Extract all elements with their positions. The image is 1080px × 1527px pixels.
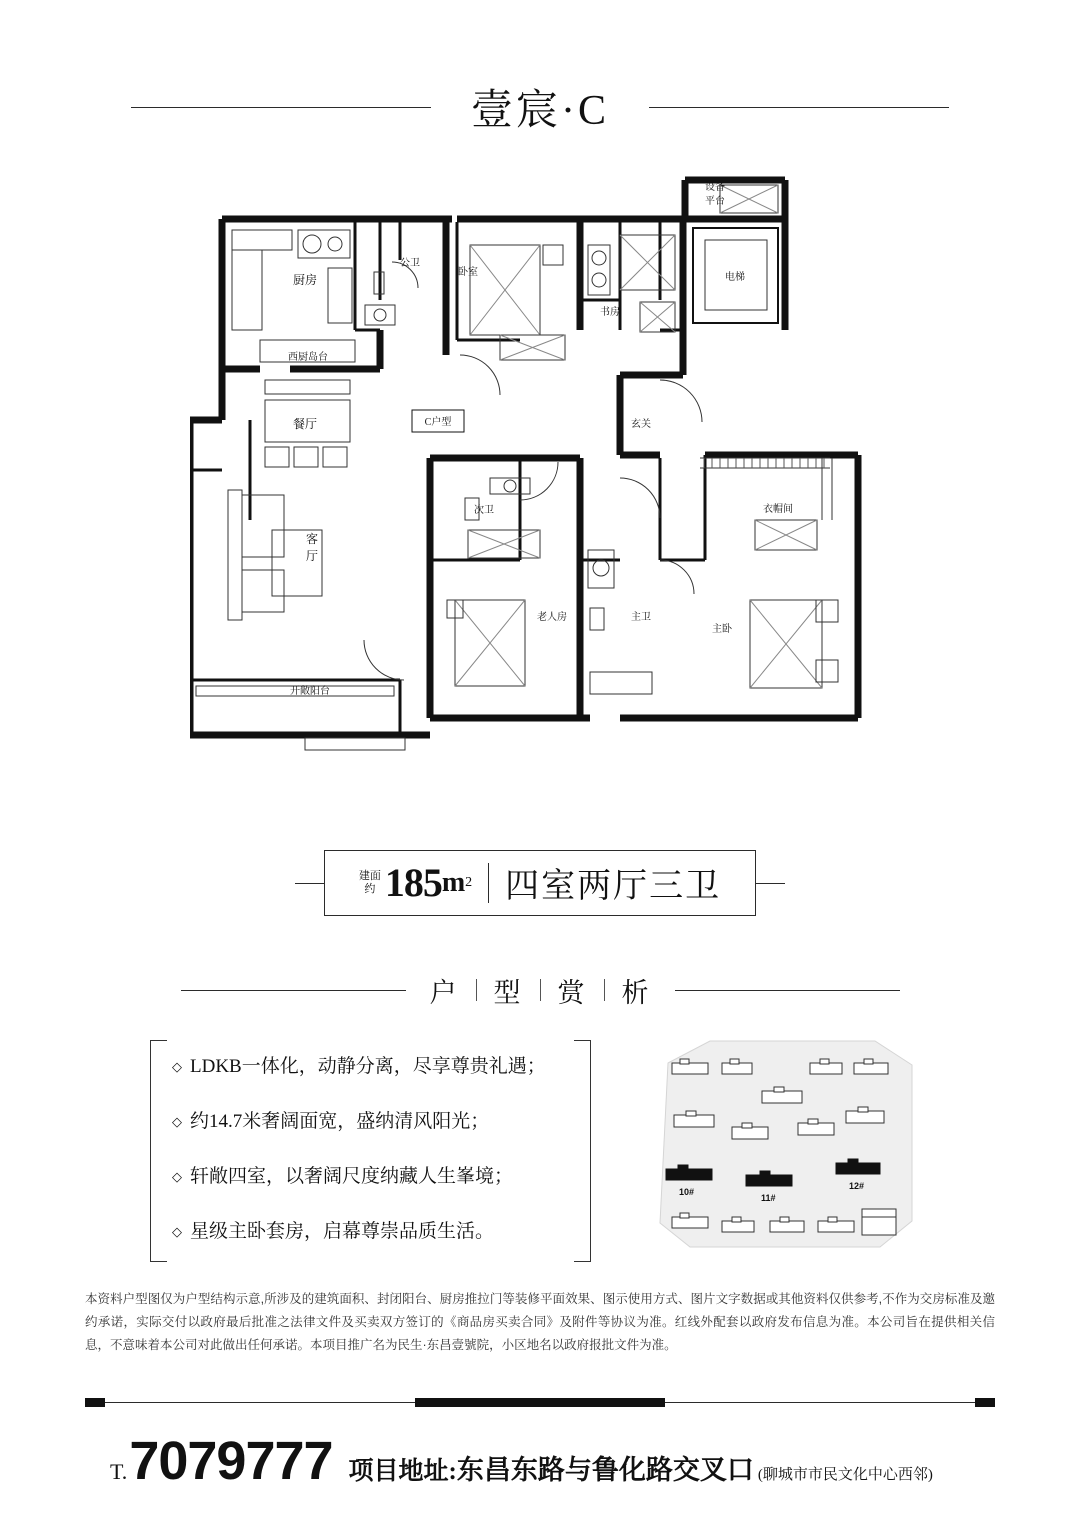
diamond-icon: ◇ xyxy=(172,1169,182,1184)
feature-item xyxy=(172,1205,590,1260)
room-label: 厅 xyxy=(305,549,319,563)
area-divider xyxy=(488,863,489,903)
room-label: 书房 xyxy=(600,307,620,318)
footer-divider-block xyxy=(415,1398,665,1407)
tel-number[interactable]: 7079777 xyxy=(129,1431,333,1491)
feature-text: 约14.7米奢阔面宽，盛纳清风阳光； xyxy=(190,1111,490,1132)
bracket-left xyxy=(150,1040,167,1262)
room-label: 客 xyxy=(305,532,319,546)
area-unit-sup: 2 xyxy=(465,874,473,890)
bracket-right xyxy=(574,1040,591,1262)
area-sub-line2: 约 xyxy=(364,882,376,895)
room-label: 老人房 xyxy=(537,612,567,623)
room-label: 西厨岛台 xyxy=(288,352,328,363)
site-plan xyxy=(650,1035,920,1260)
feature-item xyxy=(172,1095,590,1150)
section-char: 户 xyxy=(429,977,459,1008)
room-label: 餐厅 xyxy=(292,417,318,431)
diamond-icon: ◇ xyxy=(172,1224,182,1239)
room-label: 主卧 xyxy=(712,624,732,635)
area-box xyxy=(324,850,756,916)
room-label: 玄关 xyxy=(631,419,651,430)
section-rule-left xyxy=(181,990,406,991)
site-plan-drawing xyxy=(650,1035,920,1260)
address-main: 东昌东路与鲁化路交叉口 xyxy=(456,1455,754,1485)
header-rule-left xyxy=(131,107,431,108)
area-unit: m xyxy=(441,866,466,898)
section-sep xyxy=(476,979,477,1001)
room-label: 平台 xyxy=(705,196,725,207)
room-label: 次卫 xyxy=(474,505,494,516)
page-header xyxy=(0,72,1080,142)
feature-text: 星级主卧套房，启幕尊崇品质生活。 xyxy=(190,1221,495,1242)
area-room-spec: 四室两厅三卫 xyxy=(505,868,722,905)
feature-text: 轩敞四室，以奢阔尺度纳藏人生峯境； xyxy=(190,1166,514,1187)
footer-divider-block xyxy=(975,1398,995,1407)
tel-prefix: T. xyxy=(110,1459,128,1484)
section-char: 析 xyxy=(621,977,651,1008)
room-label: 公卫 xyxy=(400,258,420,269)
section-title xyxy=(0,965,1080,1015)
room-label: 开敞阳台 xyxy=(290,686,330,697)
room-label: 电梯 xyxy=(725,272,745,283)
footer-divider xyxy=(85,1398,995,1408)
footer-divider-block xyxy=(85,1398,105,1407)
area-sub-line1: 建面 xyxy=(358,869,381,882)
room-label: 衣帽间 xyxy=(763,504,793,515)
section-sep xyxy=(604,979,605,1001)
footer xyxy=(110,1432,1010,1490)
building-label: 11# xyxy=(761,1193,776,1203)
feature-text: LDKB一体化，动静分离，尽享尊贵礼遇； xyxy=(190,1056,546,1077)
room-label: 厨房 xyxy=(292,273,318,287)
feature-list xyxy=(150,1040,590,1260)
address-note: (聊城市市民文化中心西邻) xyxy=(757,1467,933,1483)
address-label: 项目地址: xyxy=(348,1458,457,1485)
room-label: 主卫 xyxy=(631,612,651,623)
section-sep xyxy=(540,979,541,1001)
section-char: 赏 xyxy=(557,977,587,1008)
section-char: 型 xyxy=(493,977,523,1008)
building-label: 10# xyxy=(679,1187,695,1197)
section-title-text xyxy=(430,971,651,1010)
unit-type-label: C户型 xyxy=(424,417,452,428)
floor-plan xyxy=(0,165,1080,780)
area-sub xyxy=(359,870,381,896)
diamond-icon: ◇ xyxy=(172,1059,182,1074)
diamond-icon: ◇ xyxy=(172,1114,182,1129)
floor-plan-drawing xyxy=(190,165,890,765)
feature-item xyxy=(172,1040,590,1095)
room-label: 设备 xyxy=(705,182,725,193)
feature-item xyxy=(172,1150,590,1205)
area-number: 185 xyxy=(384,859,442,905)
header-rule-right xyxy=(649,107,949,108)
unit-type-tag xyxy=(412,410,464,432)
building-label: 12# xyxy=(849,1181,865,1191)
area-banner xyxy=(0,845,1080,920)
section-rule-right xyxy=(675,990,900,991)
room-label: 卧室 xyxy=(458,267,478,278)
disclaimer-text: 本资料户型图仅为户型结构示意,所涉及的建筑面积、封闭阳台、厨房推拉门等装修平面效果、图示使用方式、图片文字数据或其他资料仅供参考,不作为交房标准及邀约承诺，实际交付以政府最后批准之法律文件及买卖双方签订的《商品房买卖合同》及附件等协议为准。红线外配套以政府发布信息为准。本公司旨在提供相关信息，不意味着本公司对此做出任何承诺。本项目推广名为民生·东昌壹號院，小区地名以政府报批文件为准。 xyxy=(85,1292,995,1352)
page-title: 壹宸·C xyxy=(470,88,609,134)
